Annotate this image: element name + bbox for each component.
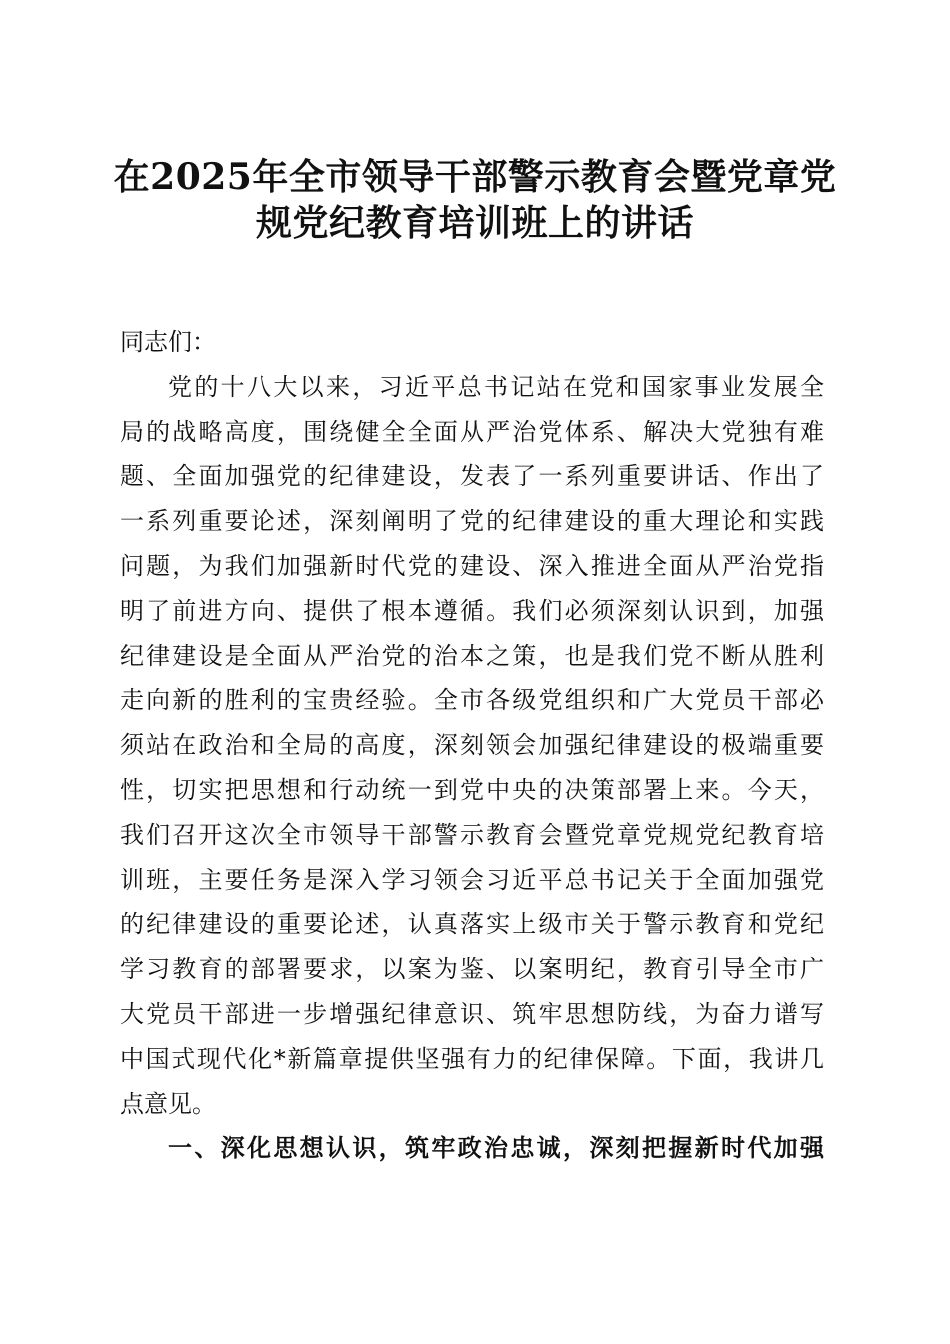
paragraph-line: 性，切实把思想和行动统一到党中央的决策部署上来。今天， <box>120 775 824 804</box>
paragraph-line: 党的十八大以来，习近平总书记站在党和国家事业发展全 <box>168 372 824 401</box>
paragraph-line: 纪律建设是全面从严治党的治本之策，也是我们党不断从胜利 <box>120 641 824 670</box>
paragraph-line: 须站在政治和全局的高度，深刻领会加强纪律建设的极端重要 <box>120 731 824 760</box>
paragraph-line: 学习教育的部署要求，以案为鉴、以案明纪，教育引导全市广 <box>120 955 824 984</box>
paragraph-line: 一系列重要论述，深刻阐明了党的纪律建设的重大理论和实践 <box>120 507 824 536</box>
paragraph-line: 局的战略高度，围绕健全全面从严治党体系、解决大党独有难 <box>120 417 824 446</box>
paragraph-line: 问题，为我们加强新时代党的建设、深入推进全面从严治党指 <box>120 551 824 580</box>
title-line-1: 在2025年全市领导干部警示教育会暨党章党 <box>113 156 837 198</box>
section-heading: 一、深化思想认识，筑牢政治忠诚，深刻把握新时代加强 <box>168 1133 824 1163</box>
document-title <box>110 154 840 246</box>
paragraph-line: 走向新的胜利的宝贵经验。全市各级党组织和广大党员干部必 <box>120 686 824 715</box>
paragraph-line: 中国式现代化*新篇章提供坚强有力的纪律保障。下面，我讲几 <box>120 1044 824 1073</box>
intro-paragraph <box>120 365 824 1127</box>
paragraph-line: 的纪律建设的重要论述，认真落实上级市关于警示教育和党纪 <box>120 910 824 939</box>
paragraph-line: 大党员干部进一步增强纪律意识、筑牢思想防线，为奋力谱写 <box>120 999 824 1028</box>
document-body <box>120 320 824 1171</box>
paragraph-line: 训班，主要任务是深入学习领会习近平总书记关于全面加强党 <box>120 865 824 894</box>
paragraph-line: 题、全面加强党的纪律建设，发表了一系列重要讲话、作出了 <box>120 462 824 491</box>
title-line-2: 规党纪教育培训班上的讲话 <box>255 202 694 244</box>
paragraph-line: 点意见。 <box>120 1089 216 1118</box>
paragraph-line: 明了前进方向、提供了根本遵循。我们必须深刻认识到，加强 <box>120 596 824 625</box>
paragraph-line: 我们召开这次全市领导干部警示教育会暨党章党规党纪教育培 <box>120 820 824 849</box>
salutation: 同志们： <box>120 328 216 356</box>
